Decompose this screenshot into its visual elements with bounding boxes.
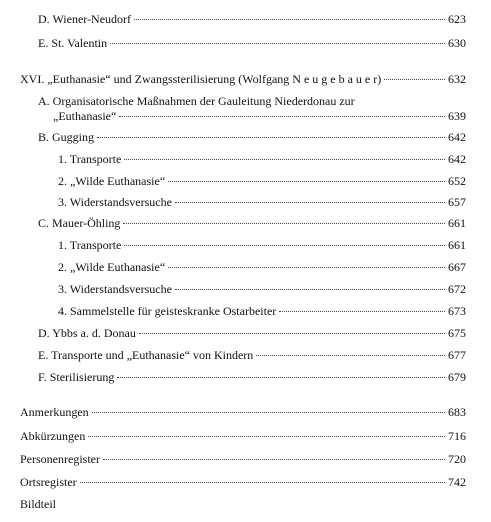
toc-entry-title: 3. Widerstandsversuche [58, 282, 172, 296]
toc-entry-title: Abkürzungen [20, 429, 86, 443]
toc-entry [53, 109, 466, 123]
toc-entry-title: Anmerkungen [20, 405, 89, 419]
leader-dots [119, 116, 445, 117]
toc-entry-title: D. Ybbs a. d. Donau [38, 326, 136, 340]
toc-entry [58, 195, 466, 209]
toc-entry-page: 661 [448, 238, 466, 252]
toc-chapter-entry [20, 72, 466, 86]
leader-dots [139, 333, 445, 334]
toc-entry-title: 2. „Wilde Euthanasie“ [58, 260, 166, 274]
leader-dots [256, 355, 445, 356]
toc-entry-page: 672 [448, 282, 466, 296]
toc-entry [58, 238, 466, 252]
toc-entry-title: E. St. Valentin [38, 36, 108, 50]
leader-dots [168, 267, 445, 268]
toc-entry-title: „Euthanasie“ [53, 109, 117, 123]
toc-chapter-title: XVI. „Euthanasie“ und Zwangssterilisierung (Wolfgang N e u g e b a u e r) [20, 72, 382, 86]
toc-entry-title: Ortsregister [20, 475, 77, 489]
toc-entry [58, 260, 466, 274]
toc-entry-title: 2. „Wilde Euthanasie“ [58, 174, 166, 188]
toc-entry-page: 720 [448, 452, 466, 466]
toc-entry-page: 673 [448, 304, 466, 318]
toc-entry [38, 370, 466, 384]
toc-entry-page: 677 [448, 348, 466, 362]
toc-entry-page: 623 [448, 12, 466, 26]
toc-entry [58, 282, 466, 296]
toc-entry [20, 452, 466, 466]
toc-entry-title: 1. Transporte [58, 152, 122, 166]
toc-entry-title: Personenregister [20, 452, 100, 466]
toc-entry [58, 174, 466, 188]
toc-entry [20, 405, 466, 419]
toc-entry-first-line: A. Organisatorische Maßnahmen der Gauleitung Niederdonau zur [38, 94, 355, 108]
leader-dots [92, 412, 445, 413]
leader-dots [97, 137, 445, 138]
toc-entry [20, 475, 466, 489]
leader-dots [117, 377, 445, 378]
toc-entry [38, 326, 466, 340]
toc-entry-title: C. Mauer-Öhling [38, 216, 121, 230]
toc-entry-page: 716 [448, 429, 466, 443]
toc-entry-page: 742 [448, 475, 466, 489]
toc-entry-page: 667 [448, 260, 466, 274]
leader-dots [168, 181, 445, 182]
toc-entry [20, 429, 466, 443]
toc-entry-page: 652 [448, 174, 466, 188]
leader-dots [88, 436, 445, 437]
toc-entry-title: 1. Transporte [58, 238, 122, 252]
toc-entry [38, 216, 466, 230]
toc-entry-title: 4. Sammelstelle für geisteskranke Ostarbeiter [58, 304, 277, 318]
leader-dots [384, 79, 445, 80]
leader-dots [134, 19, 445, 20]
leader-dots [103, 459, 445, 460]
leader-dots [124, 245, 445, 246]
toc-entry [38, 348, 466, 362]
toc-entry-page: 679 [448, 370, 466, 384]
toc-entry-page: 661 [448, 216, 466, 230]
leader-dots [175, 289, 445, 290]
leader-dots [123, 223, 445, 224]
toc-entry-page: 642 [448, 152, 466, 166]
toc-entry-title: 3. Widerstandsversuche [58, 195, 172, 209]
toc-entry-page: 642 [448, 130, 466, 144]
toc-entry-title: D. Wiener-Neudorf [38, 12, 132, 26]
leader-dots [110, 43, 445, 44]
toc-entry-page: 683 [448, 405, 466, 419]
leader-dots [124, 159, 445, 160]
toc-entry [38, 36, 466, 50]
toc-entry-title: F. Sterilisierung [38, 370, 115, 384]
toc-entry-title: Bildteil [20, 497, 56, 511]
toc-entry-page: 675 [448, 326, 466, 340]
toc-entry-page: 639 [448, 109, 466, 123]
leader-dots [175, 202, 445, 203]
toc-entry-title: E. Transporte und „Euthanasie“ von Kindern [38, 348, 254, 362]
toc-entry [58, 152, 466, 166]
toc-entry-title: B. Gugging [38, 130, 95, 144]
toc-entry [58, 304, 466, 318]
leader-dots [80, 482, 445, 483]
toc-entry [38, 130, 466, 144]
toc-entry-page: 632 [448, 72, 466, 86]
leader-dots [279, 311, 445, 312]
toc-entry-page: 657 [448, 195, 466, 209]
toc-entry-page: 630 [448, 36, 466, 50]
toc-entry [38, 12, 466, 26]
